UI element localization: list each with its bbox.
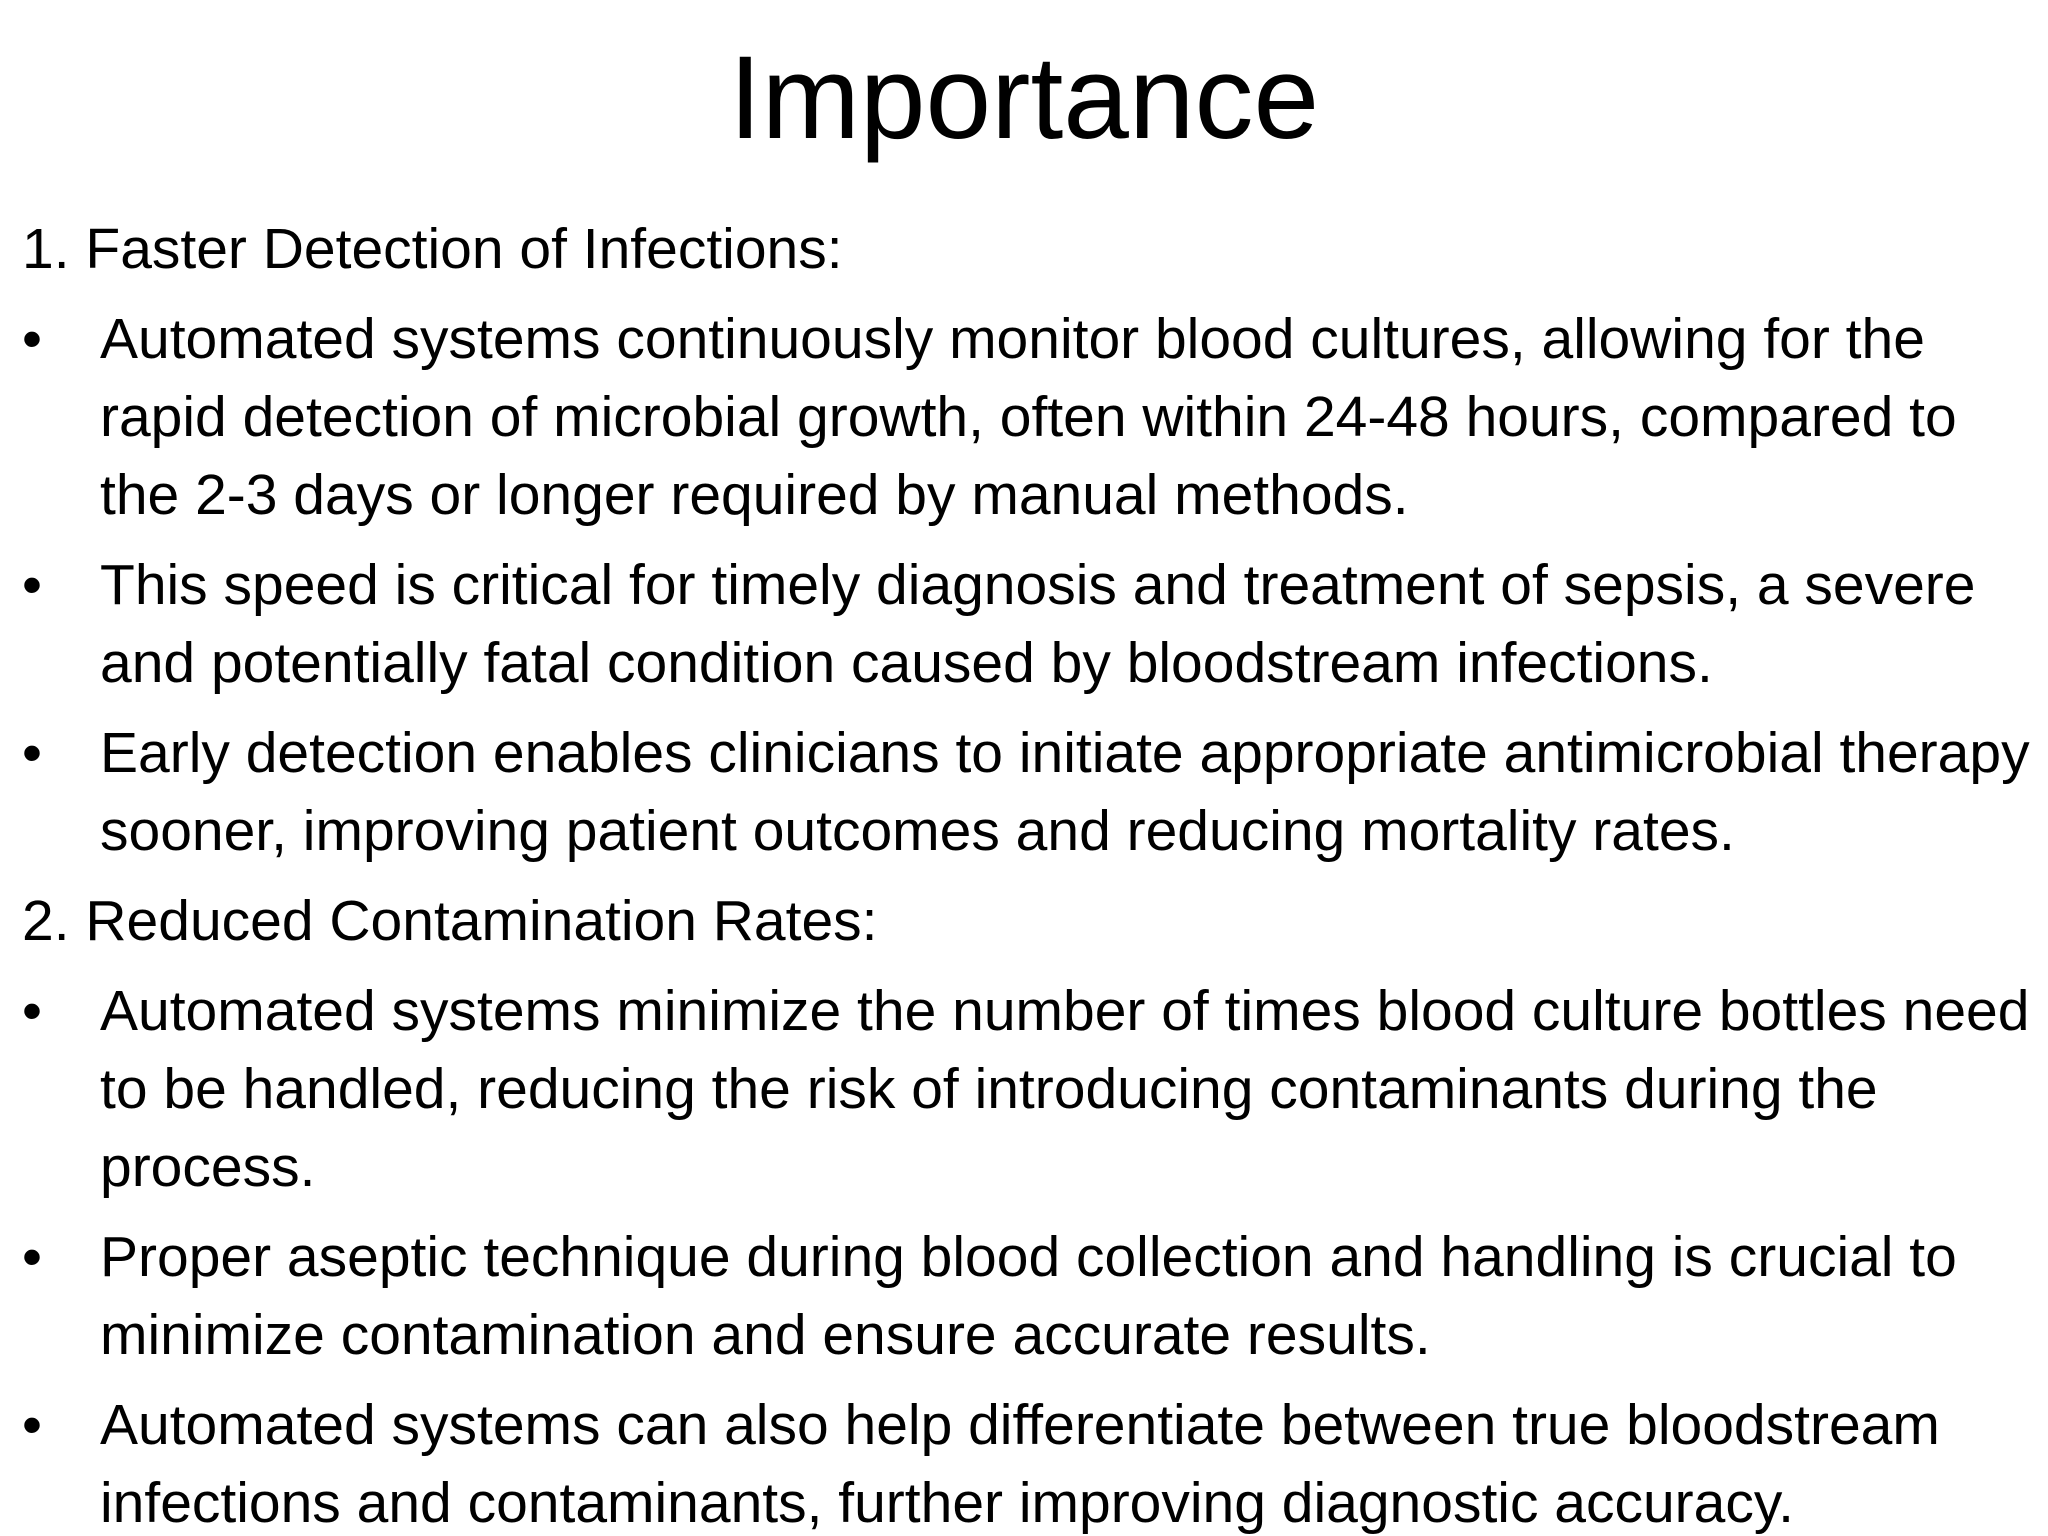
section-faster-detection [22, 210, 2032, 870]
section-reduced-contamination [22, 882, 2032, 1536]
bullet-icon: • [22, 553, 42, 617]
slide-content [22, 210, 2032, 1536]
bullet-icon: • [22, 1225, 42, 1289]
bullet-text: Proper aseptic technique during blood collection and handling is crucial to minimize contamination and ensure accurate results. [100, 1225, 1957, 1367]
list-item [22, 300, 2032, 534]
bullet-text: This speed is critical for timely diagnosis and treatment of sepsis, a severe and potentially fatal condition caused by bloodstream infections. [100, 553, 1976, 695]
bullet-list [22, 300, 2032, 870]
bullet-icon: • [22, 721, 42, 785]
bullet-text: Early detection enables clinicians to initiate appropriate antimicrobial therapy sooner, improving patient outcomes and reducing mortality rates. [100, 721, 2030, 863]
bullet-list [22, 972, 2032, 1536]
bullet-text: Automated systems minimize the number of times blood culture bottles need to be handled, reducing the risk of introducing contaminants during the process. [100, 979, 2030, 1199]
bullet-icon: • [22, 1393, 42, 1457]
bullet-text: Automated systems continuously monitor blood cultures, allowing for the rapid detection of microbial growth, often within 24-48 hours, compared to the 2-3 days or longer required by manual methods. [100, 307, 1957, 527]
section-heading: 1. Faster Detection of Infections: [22, 217, 843, 281]
bullet-icon: • [22, 979, 42, 1043]
bullet-text: Automated systems can also help differentiate between true bloodstream infections and contaminants, further improving diagnostic accuracy. [100, 1393, 1940, 1535]
list-item [22, 1386, 2032, 1536]
bullet-icon: • [22, 307, 42, 371]
list-item [22, 714, 2032, 870]
list-item [22, 1218, 2032, 1374]
slide-title: Importance [728, 32, 1320, 164]
list-item [22, 546, 2032, 702]
section-heading: 2. Reduced Contamination Rates: [22, 889, 878, 953]
list-item [22, 972, 2032, 1206]
